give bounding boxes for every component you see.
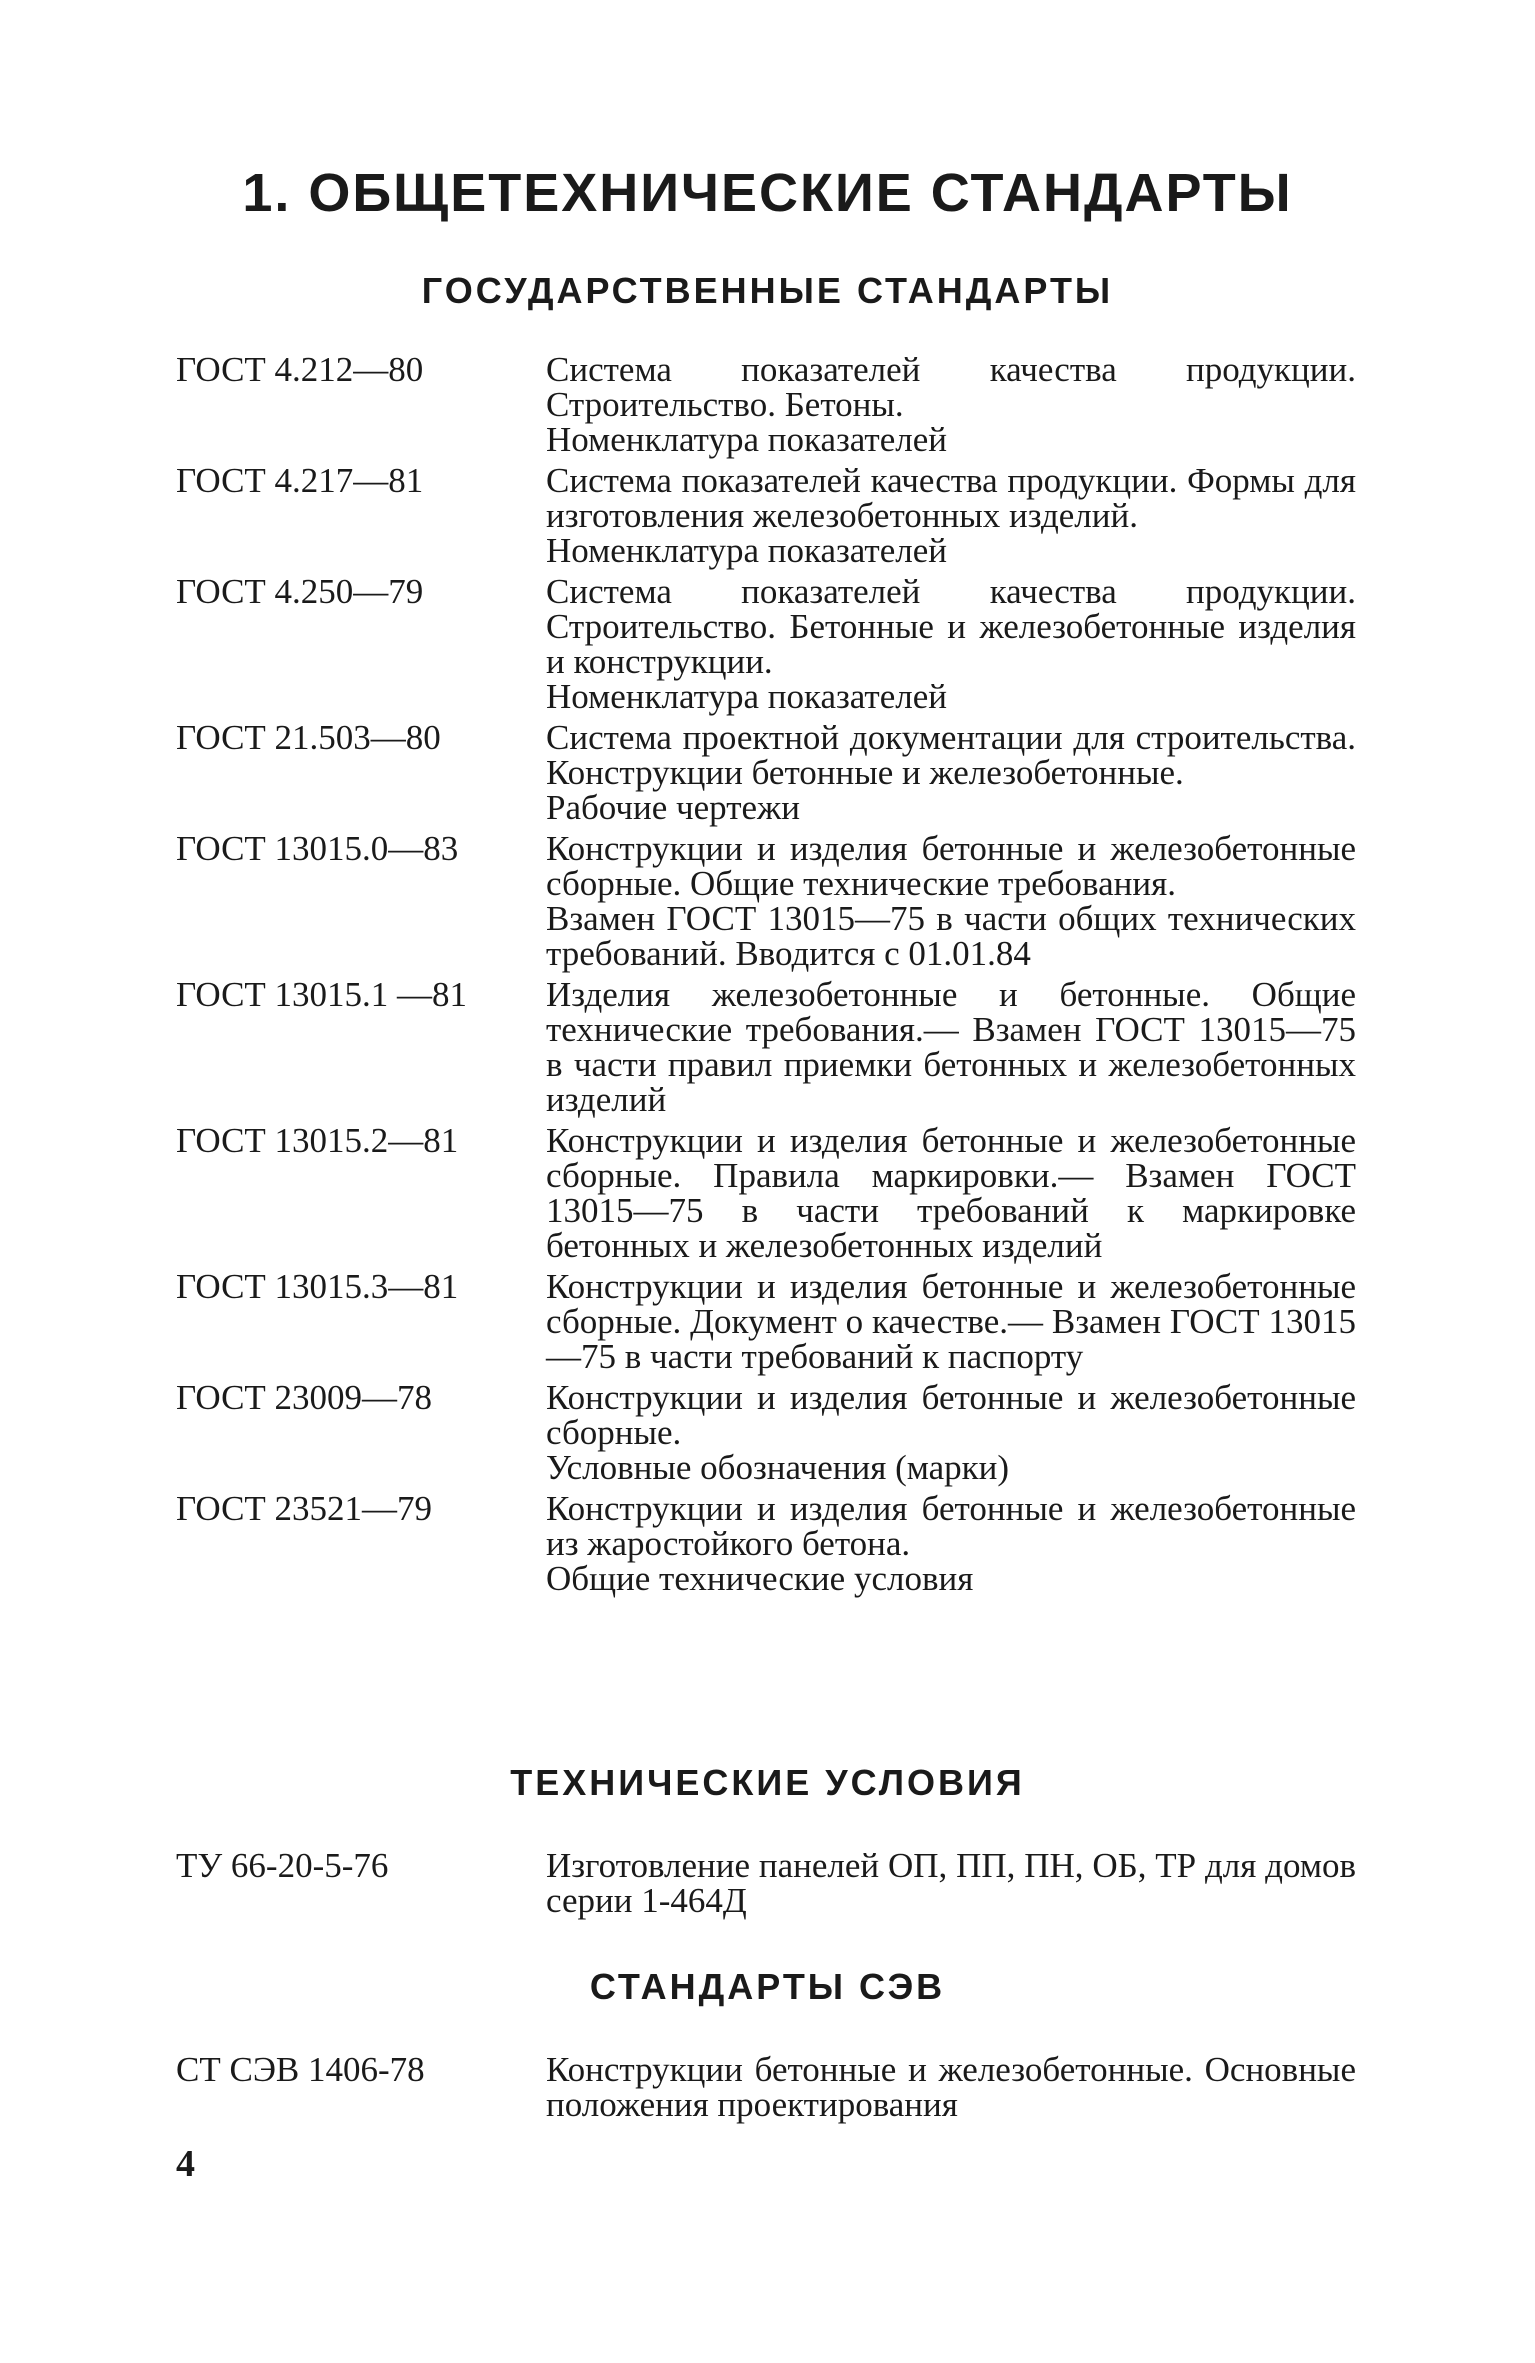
- standard-code: ГОСТ 4.250—79: [176, 572, 424, 611]
- standard-description: [546, 977, 1356, 1117]
- standard-description: [546, 720, 1356, 825]
- description-text: Система показателей качества продукции. Формы для изготовления железобетонных изделий.: [546, 461, 1356, 535]
- description-text: Система показателей качества продукции. Строительство. Бетонные и железобетонные изделия и конструкции.: [546, 572, 1356, 681]
- description-text: Конструкции и изделия бетонные и железобетонные сборные. Правила маркировки.— Взамен ГОСТ 13015—75 в части требований к маркировке бетонных и железобетонных изделий: [546, 1121, 1356, 1265]
- standard-code: ГОСТ 23521—79: [176, 1489, 433, 1528]
- standard-code: СТ СЭВ 1406-78: [176, 2050, 425, 2089]
- standard-code: ГОСТ 4.217—81: [176, 461, 424, 500]
- standard-entry: [176, 352, 1356, 457]
- standard-code: ГОСТ 23009—78: [176, 1378, 433, 1417]
- standard-entry: [176, 1123, 1356, 1263]
- standard-entry: [176, 574, 1356, 714]
- description-text: Конструкции и изделия бетонные и железобетонные сборные. Общие технические требования.: [546, 829, 1356, 903]
- standard-entry: [176, 463, 1356, 568]
- description-text: Конструкции и изделия бетонные и железобетонные сборные. Документ о качестве.— Взамен ГОСТ 13015—75 в части требований к паспорту: [546, 1267, 1356, 1376]
- description-text: Система проектной документации для строительства. Конструкции бетонные и железобетонные.: [546, 718, 1356, 792]
- technical-conditions-list: [176, 1848, 1356, 1924]
- standard-code: ГОСТ 13015.0—83: [176, 829, 459, 868]
- standard-description: [546, 1848, 1356, 1918]
- description-subtitle: Рабочие чертежи: [546, 788, 800, 827]
- description-subtitle: Номенклатура показателей: [546, 531, 947, 570]
- standard-description: [546, 1269, 1356, 1374]
- description-subtitle: Общие технические условия: [546, 1559, 974, 1598]
- description-subtitle: Номенклатура показателей: [546, 677, 947, 716]
- standard-entry: [176, 2052, 1356, 2122]
- standard-code: ГОСТ 13015.1 —81: [176, 975, 468, 1014]
- standard-code: ГОСТ 13015.3—81: [176, 1267, 459, 1306]
- standard-entry: [176, 720, 1356, 825]
- standard-code: ТУ 66-20-5-76: [176, 1846, 389, 1885]
- standard-entry: [176, 1380, 1356, 1485]
- description-subtitle: Условные обозначения (марки): [546, 1448, 1010, 1487]
- standard-entry: [176, 977, 1356, 1117]
- description-text: Изделия железобетонные и бетонные. Общие технические требования.— Взамен ГОСТ 13015—75 в части правил приемки бетонных и железобетонных изделий: [546, 975, 1356, 1119]
- state-standards-list: [176, 352, 1356, 1602]
- page-title: 1. ОБЩЕТЕХНИЧЕСКИЕ СТАНДАРТЫ: [242, 163, 1293, 223]
- description-subtitle: Номенклатура показателей: [546, 420, 947, 459]
- description-note: Взамен ГОСТ 13015—75 в части общих технических требований. Вводится с 01.01.84: [546, 899, 1356, 973]
- standard-description: [546, 463, 1356, 568]
- standard-description: [546, 352, 1356, 457]
- standard-description: [546, 831, 1356, 971]
- description-text: Конструкции и изделия бетонные и железобетонные сборные.: [546, 1378, 1356, 1452]
- standard-code: ГОСТ 4.212—80: [176, 350, 424, 389]
- sev-standards-list: [176, 2052, 1356, 2128]
- standard-entry: [176, 831, 1356, 971]
- section-heading-technical-conditions: ТЕХНИЧЕСКИЕ УСЛОВИЯ: [510, 1762, 1025, 1803]
- standard-description: [546, 1123, 1356, 1263]
- standard-code: ГОСТ 13015.2—81: [176, 1121, 459, 1160]
- standard-description: [546, 2052, 1356, 2122]
- standard-entry: [176, 1269, 1356, 1374]
- section-heading-state-standards: ГОСУДАРСТВЕННЫЕ СТАНДАРТЫ: [421, 270, 1114, 311]
- section-heading-sev-standards: СТАНДАРТЫ СЭВ: [589, 1966, 946, 2007]
- description-text: Конструкции бетонные и железобетонные. Основные положения проектирования: [546, 2050, 1356, 2124]
- standard-entry: [176, 1848, 1356, 1918]
- page-number: 4: [176, 2143, 195, 2185]
- standard-description: [546, 1491, 1356, 1596]
- standard-description: [546, 1380, 1356, 1485]
- standard-code: ГОСТ 21.503—80: [176, 718, 441, 757]
- standard-description: [546, 574, 1356, 714]
- standard-entry: [176, 1491, 1356, 1596]
- description-text: Система показателей качества продукции. Строительство. Бетоны.: [546, 350, 1356, 424]
- description-text: Конструкции и изделия бетонные и железобетонные из жаростойкого бетона.: [546, 1489, 1356, 1563]
- description-text: Изготовление панелей ОП, ПП, ПН, ОБ, ТР для домов серии 1-464Д: [546, 1846, 1356, 1920]
